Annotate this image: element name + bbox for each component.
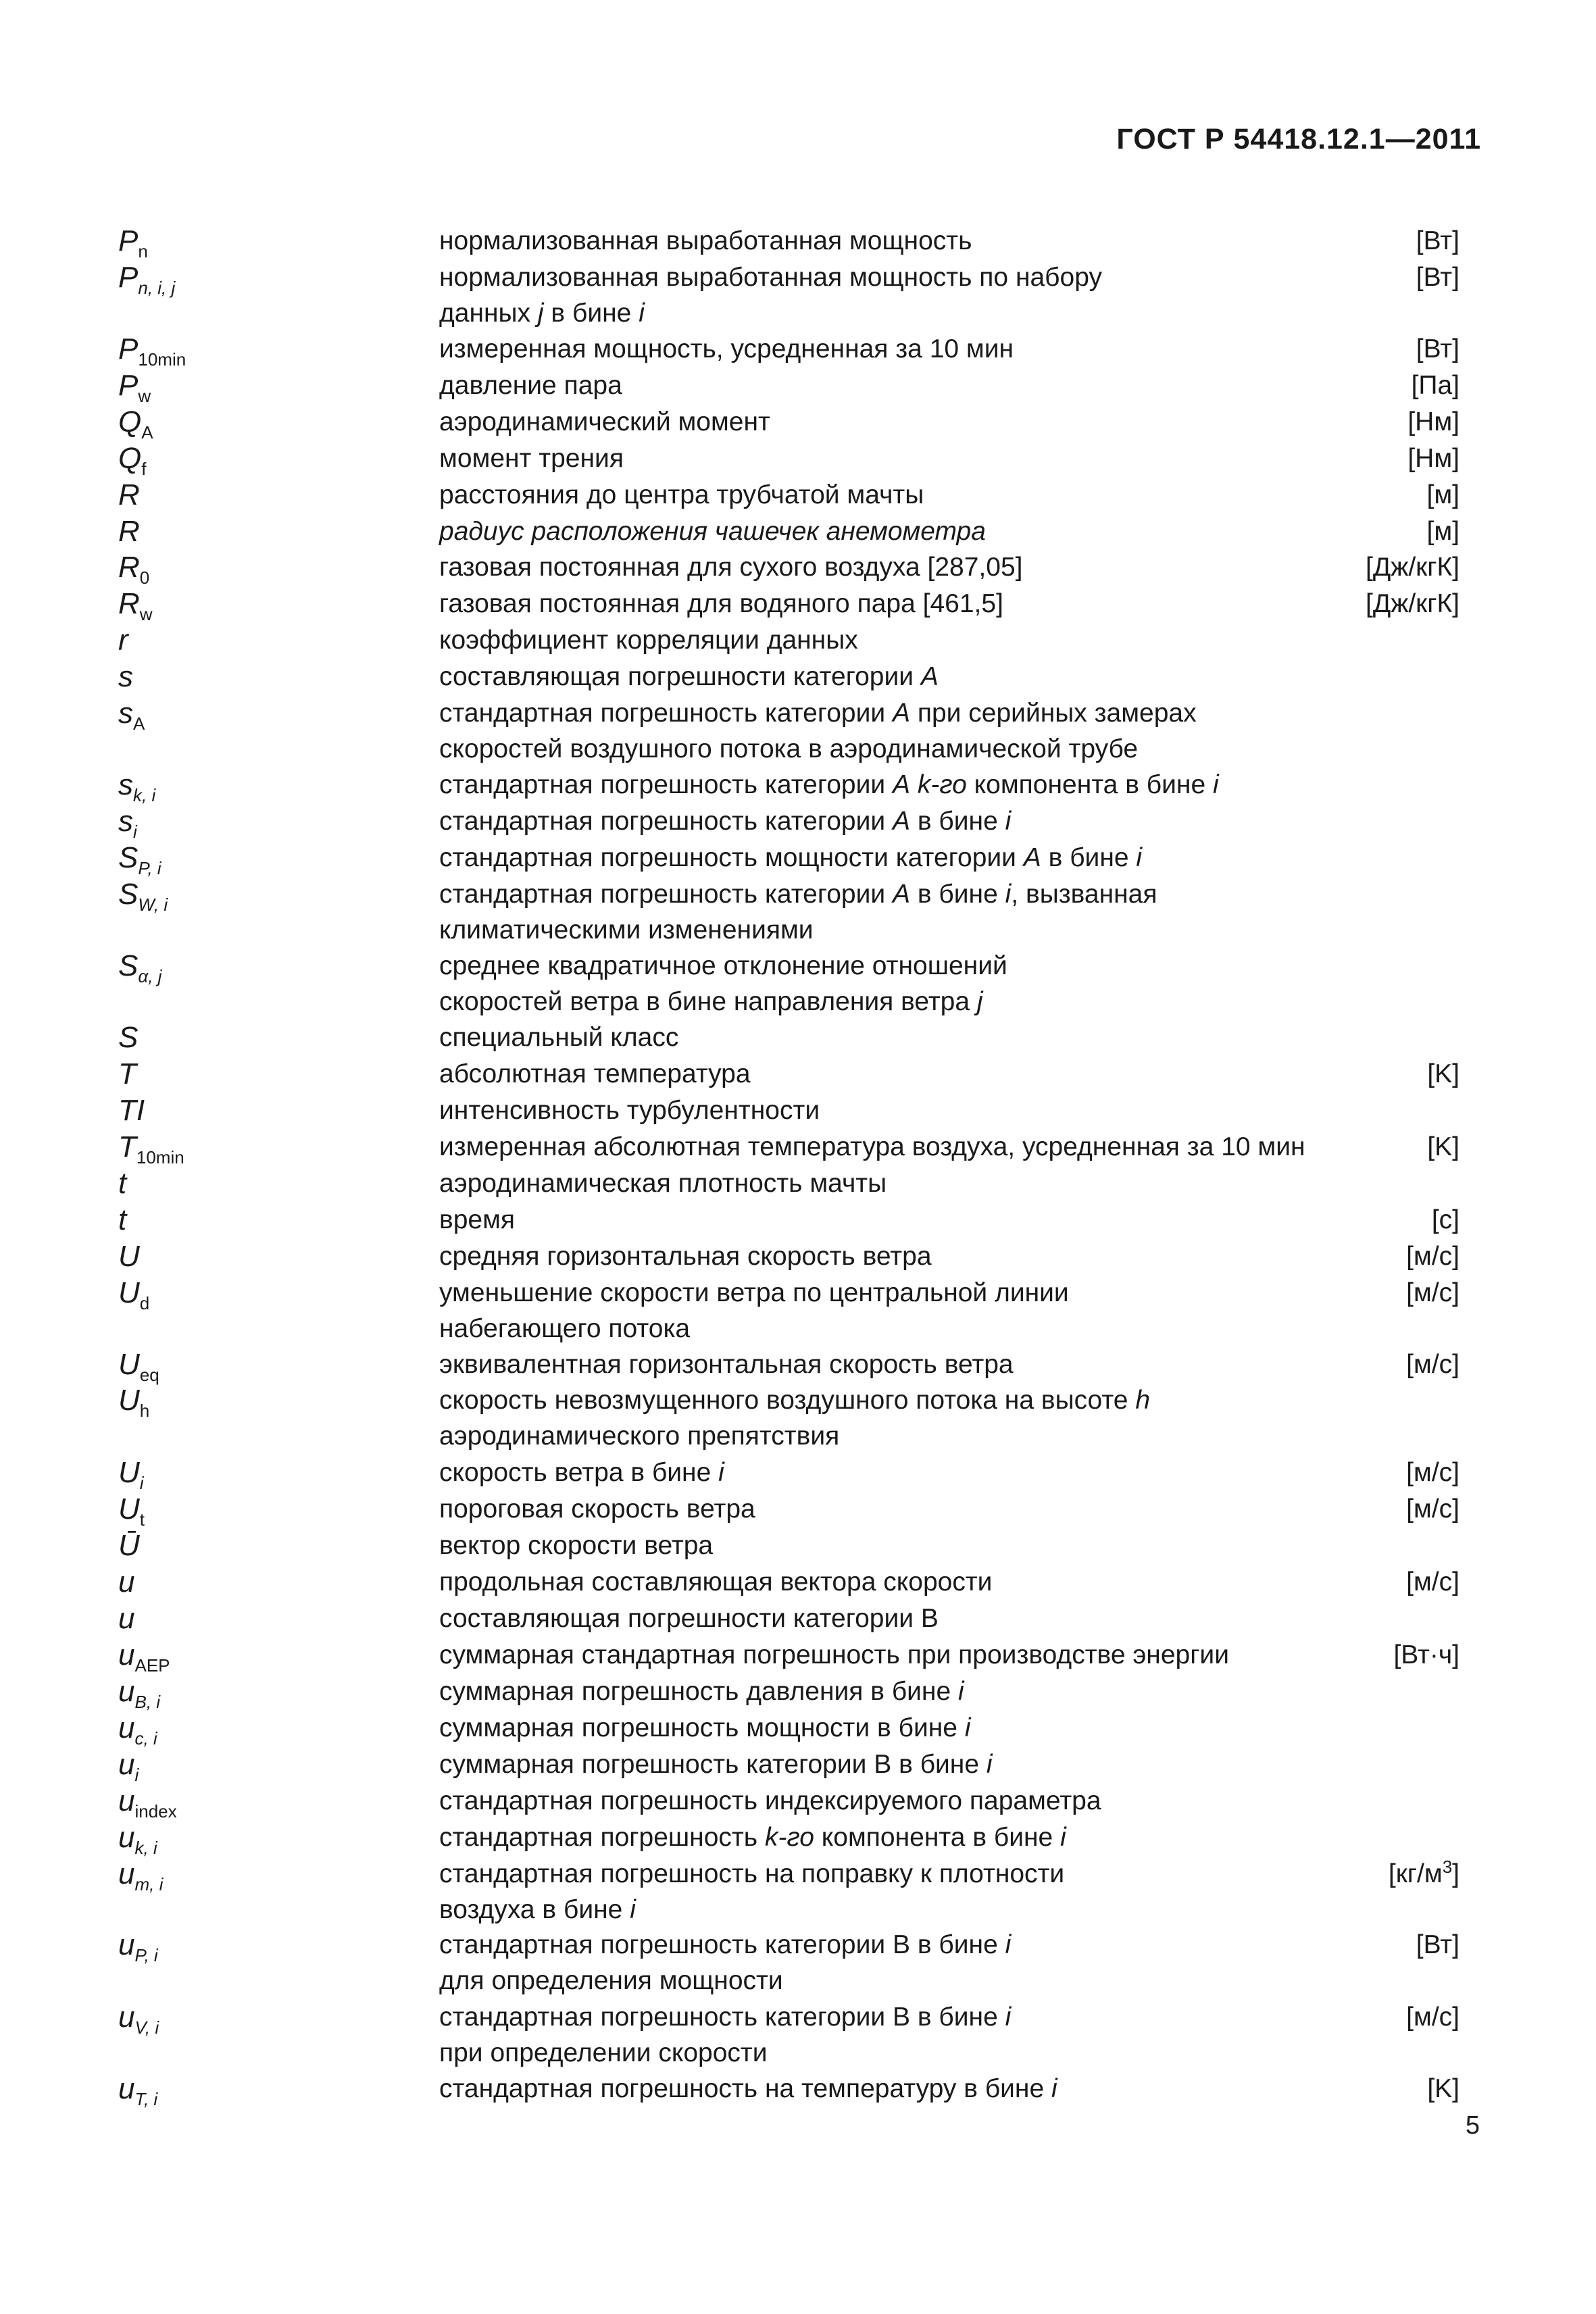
symbol-description: абсолютная температура (439, 1059, 751, 1088)
symbol: $s_{k, i}$ (118, 768, 156, 805)
symbol-description: время (439, 1205, 516, 1234)
symbol: $s_A$ (118, 697, 145, 734)
symbol-description-continuation: воздуха в бине i (439, 1895, 636, 1924)
symbol-row (0, 404, 1596, 441)
symbol: $u_{c, i}$ (118, 1711, 157, 1749)
symbol-unit: [м/с] (1406, 1278, 1460, 1307)
symbol-description: стандартная погрешность категории A k-го компонента в бине i (439, 770, 1219, 799)
symbol-description: составляющая погрешности категории A (439, 662, 939, 691)
symbol-row (0, 1275, 1596, 1311)
symbol-row (0, 586, 1596, 622)
symbol-row (0, 1129, 1596, 1165)
symbol: U (118, 1240, 140, 1273)
symbol: $P_w$ (118, 369, 151, 406)
symbol: $Q_f$ (118, 442, 147, 479)
symbol: $R_w$ (118, 587, 153, 624)
symbol: R (118, 515, 140, 548)
symbol-description: стандартная погрешность категории B в бине i (439, 2003, 1012, 2032)
symbol-row (0, 1999, 1596, 2036)
symbol-row (0, 803, 1596, 840)
symbol: s (118, 660, 133, 693)
symbol-description: газовая постоянная для водяного пара [461,5] (439, 589, 1003, 618)
symbol-unit: [м] (1426, 517, 1460, 546)
symbol-description-continuation: при определении скорости (439, 2038, 768, 2067)
symbol: $u_{V, i}$ (118, 2001, 159, 2038)
symbol: $s_i$ (118, 805, 137, 842)
symbol-unit: [м/с] (1406, 1350, 1460, 1379)
symbol: $R_0$ (118, 551, 150, 588)
symbol-description: аэродинамическая плотность мачты (439, 1169, 887, 1198)
symbol: $Q_A$ (118, 405, 153, 443)
symbol-unit: [Вт] (1416, 334, 1460, 363)
symbol-row (0, 549, 1596, 586)
symbol-unit: [Дж/кгК] (1365, 553, 1460, 582)
symbol-unit: [K] (1427, 1059, 1460, 1088)
symbol-description-continuation: для определения мощности (439, 1966, 783, 1995)
symbol-description: суммарная стандартная погрешность при производстве энергии (439, 1640, 1229, 1669)
symbol: $u_i$ (118, 1748, 139, 1785)
symbol: $P_n$ (118, 224, 148, 261)
symbol: u (118, 1565, 135, 1599)
symbol-description: нормализованная выработанная мощность (439, 226, 972, 255)
symbol: $u_{index}$ (118, 1784, 177, 1821)
symbol: $u_{T, i}$ (118, 2072, 158, 2109)
symbol-description: коэффициент корреляции данных (439, 626, 858, 655)
symbol: $P_{n, i, j}$ (118, 261, 176, 298)
symbol-description: скорость невозмущенного воздушного потока на высоте h (439, 1386, 1151, 1415)
symbol-row (0, 368, 1596, 404)
symbol-row (0, 1637, 1596, 1674)
symbol-description: эквивалентная горизонтальная скорость ветра (439, 1350, 1014, 1379)
symbol: u (118, 1602, 135, 1635)
symbol-unit: [м/с] (1406, 1567, 1460, 1596)
symbol-row (0, 1601, 1596, 1637)
symbol: $U_d$ (118, 1276, 150, 1313)
symbol-row (0, 1856, 1596, 1892)
symbol-row (0, 1165, 1596, 1202)
symbol-row (0, 1092, 1596, 1129)
symbol-description: уменьшение скорости ветра по центральной линии (439, 1278, 1069, 1307)
symbol-row (0, 259, 1596, 296)
symbol-row (0, 1020, 1596, 1056)
symbol-row (0, 1455, 1596, 1491)
symbol-description: стандартная погрешность на температуру в бине i (439, 2074, 1057, 2103)
symbol-row (0, 1927, 1596, 1963)
symbol: $S_{W, i}$ (118, 878, 168, 915)
symbol: $u_{k, i}$ (118, 1821, 157, 1858)
symbol-description: составляющая погрешности категории B (439, 1604, 939, 1633)
symbol: r (118, 624, 128, 657)
symbol-description: измеренная мощность, усредненная за 10 мин (439, 334, 1014, 363)
symbol-description: нормализованная выработанная мощность по набору (439, 263, 1102, 292)
symbol-description-continuation: данных j в бине i (439, 299, 645, 328)
symbol-description: интенсивность турбулентности (439, 1096, 820, 1125)
symbol-description: стандартная погрешность категории A при серийных замерах (439, 699, 1197, 728)
symbol-description: стандартная погрешность категории A в бине i, вызванная (439, 880, 1157, 909)
symbol-row (0, 622, 1596, 659)
symbol-row (0, 1491, 1596, 1528)
symbol-description: продольная составляющая вектора скорости (439, 1567, 993, 1596)
symbol: TI (118, 1094, 145, 1127)
symbol: Ū (118, 1529, 140, 1562)
symbol-row (0, 2071, 1596, 2107)
document-header: ГОСТ Р 54418.12.1—2011 (1116, 123, 1481, 155)
symbol-unit: [м/с] (1406, 1242, 1460, 1271)
symbol-description-continuation: скоростей воздушного потока в аэродинамической трубе (439, 734, 1139, 763)
symbol-row (0, 1238, 1596, 1275)
symbol-row (0, 1674, 1596, 1710)
symbol-unit: $[кг/м^3]$ (1388, 1857, 1460, 1888)
symbol-unit: [м/с] (1406, 1494, 1460, 1524)
symbol: $u_{B, i}$ (118, 1675, 161, 1712)
symbol-row (0, 1202, 1596, 1238)
symbol-description: скорость ветра в бине i (439, 1458, 724, 1487)
symbol-row (0, 477, 1596, 513)
symbol-unit: [Вт] (1416, 263, 1460, 292)
symbol-unit: [c] (1431, 1205, 1460, 1234)
symbol-row (0, 1347, 1596, 1383)
symbol-description: стандартная погрешность мощности категории A в бине i (439, 843, 1143, 872)
symbol-unit: [м] (1426, 480, 1460, 509)
symbol-description: стандартная погрешность категории A в бине i (439, 807, 1012, 836)
symbol: $u_{AEP}$ (118, 1638, 170, 1676)
symbol-description: среднее квадратичное отклонение отношений (439, 951, 1007, 980)
symbol: $U_{eq}$ (118, 1348, 159, 1385)
symbol-unit: [Вт] (1416, 1930, 1460, 1959)
symbol-row (0, 441, 1596, 477)
symbol-description: аэродинамический момент (439, 407, 770, 436)
symbol: $T_{10min}$ (118, 1130, 184, 1167)
symbol: $U_i$ (118, 1456, 144, 1493)
symbol-unit: [м/с] (1406, 1458, 1460, 1487)
symbol-row (0, 695, 1596, 732)
symbol-row (0, 1783, 1596, 1819)
symbol-unit: [K] (1427, 1132, 1460, 1161)
symbol-row (0, 1710, 1596, 1749)
page-number: 5 (1465, 2111, 1480, 2140)
symbol-description: специальный класс (439, 1023, 679, 1052)
symbol-row (0, 840, 1596, 876)
symbol-unit: [Дж/кгК] (1365, 589, 1460, 618)
symbol-unit: [Вт·ч] (1393, 1640, 1460, 1669)
symbol: $S_{\alpha, j}$ (118, 949, 162, 986)
symbol-description-continuation: скоростей ветра в бине направления ветра j (439, 987, 983, 1016)
symbol-row (0, 1564, 1596, 1601)
symbol: T (118, 1057, 136, 1090)
symbol-unit: [Па] (1411, 371, 1460, 400)
symbol-description: пороговая скорость ветра (439, 1494, 755, 1524)
symbol-description: стандартная погрешность на поправку к плотности (439, 1859, 1065, 1888)
symbol-description: момент трения (439, 444, 624, 473)
symbol-description: вектор скорости ветра (439, 1531, 714, 1560)
symbol-unit: [Вт] (1416, 226, 1460, 255)
symbol: t (118, 1203, 127, 1236)
symbol-row (0, 331, 1596, 368)
symbol-description: суммарная погрешность категории B в бине i (439, 1750, 993, 1779)
symbol-row (0, 1382, 1596, 1419)
symbol-description: суммарная погрешность давления в бине i (439, 1677, 964, 1706)
symbol-description: расстояния до центра трубчатой мачты (439, 480, 924, 509)
symbol-description-continuation: набегающего потока (439, 1314, 691, 1343)
symbol-unit: [м/с] (1406, 2003, 1460, 2032)
symbol-unit: [K] (1427, 2074, 1460, 2103)
symbol-description: измеренная абсолютная температура воздуха, усредненная за 10 мин (439, 1132, 1305, 1161)
symbol: R (118, 478, 140, 511)
symbol-row (0, 223, 1596, 259)
symbol: $U_t$ (118, 1492, 145, 1530)
symbol-row (0, 1819, 1596, 1856)
symbol: S (118, 1021, 139, 1054)
symbol-row (0, 1746, 1596, 1783)
symbol: $S_{P, i}$ (118, 841, 161, 878)
symbol-row (0, 1528, 1596, 1564)
symbol-description: стандартная погрешность категории B в бине i (439, 1930, 1012, 1959)
symbol-unit: [Нм] (1407, 407, 1460, 436)
symbol-row (0, 1056, 1596, 1092)
symbol-row (0, 948, 1596, 984)
symbol: $u_{P, i}$ (118, 1928, 158, 1965)
symbol-description: давление пара (439, 371, 622, 400)
symbol-description-continuation: климатическими изменениями (439, 915, 814, 945)
symbol-row (0, 513, 1596, 550)
symbol-description: суммарная погрешность мощности в бине i (439, 1713, 971, 1742)
symbol: $U_h$ (118, 1384, 150, 1421)
symbol-description: газовая постоянная для сухого воздуха [287,05] (439, 553, 1023, 582)
symbol-description: средняя горизонтальная скорость ветра (439, 1242, 932, 1271)
symbol-description-continuation: аэродинамического препятствия (439, 1422, 840, 1451)
symbol: $P_{10min}$ (118, 332, 186, 370)
symbol-description: стандартная погрешность индексируемого параметра (439, 1786, 1101, 1815)
symbol-description: радиус расположения чашечек анемометра (439, 517, 986, 546)
symbol-description: стандартная погрешность k-го компонента в бине i (439, 1823, 1066, 1852)
symbol-row (0, 767, 1596, 803)
symbol: t (118, 1167, 127, 1200)
symbol-unit: [Нм] (1407, 444, 1460, 473)
symbol-row (0, 659, 1596, 695)
symbol-row (0, 876, 1596, 913)
symbol: $u_{m, i}$ (118, 1857, 164, 1894)
